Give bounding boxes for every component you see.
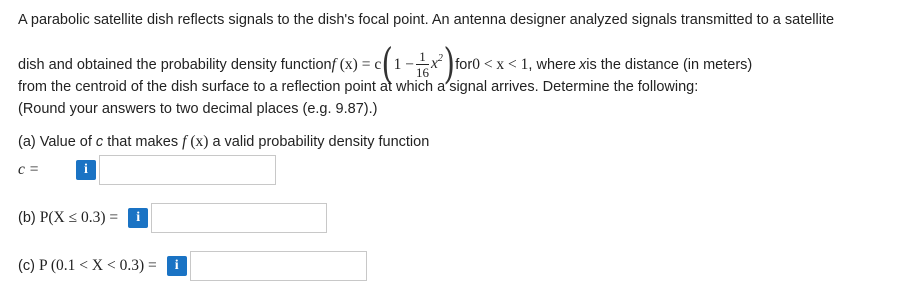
problem-line-3: from the centroid of the dish surface to a reflection point at which a signal arrives. Determine the following:	[18, 79, 699, 95]
answer-input-c-prob[interactable]	[190, 251, 367, 281]
problem-text: dish and obtained the probability density function	[18, 57, 332, 73]
x-variable: x	[578, 57, 587, 73]
problem-line-1: A parabolic satellite dish reflects signals to the dish's focal point. An antenna designer analyzed signals transmitted to a satellite	[18, 12, 835, 28]
answer-input-c[interactable]	[99, 155, 276, 185]
fraction: $\frac{1}{16}$	[415, 48, 429, 80]
part-c-answer-row	[18, 251, 367, 281]
info-icon[interactable]: i	[76, 160, 96, 180]
pdf-expression: f (x) = c	[331, 56, 382, 73]
info-icon[interactable]: i	[167, 256, 187, 276]
rounding-note: (Round your answers to two decimal places (e.g. 9.87).)	[18, 101, 378, 117]
problem-text: for	[455, 57, 473, 73]
answer-input-b[interactable]	[151, 203, 327, 233]
one-minus: 1 −	[393, 56, 414, 73]
domain-range: 0 < x < 1	[472, 56, 529, 73]
part-a-question: (a) Value of c that makes f (x) a valid probability density function	[18, 133, 430, 150]
part-b-answer-row	[18, 203, 327, 233]
part-c-label: (c) P (0.1 < X < 0.3) =	[18, 257, 157, 274]
info-icon[interactable]: i	[128, 208, 148, 228]
c-equals-label: c =	[18, 161, 40, 178]
left-paren: (	[381, 39, 394, 88]
problem-text: , where	[528, 57, 576, 73]
right-paren: )	[443, 39, 455, 88]
x-squared: $x^2$	[430, 53, 443, 72]
problem-text: is the distance (in meters)	[586, 57, 753, 73]
part-b-label: (b) P(X ≤ 0.3) =	[18, 209, 119, 226]
part-a-answer-row	[18, 155, 276, 185]
